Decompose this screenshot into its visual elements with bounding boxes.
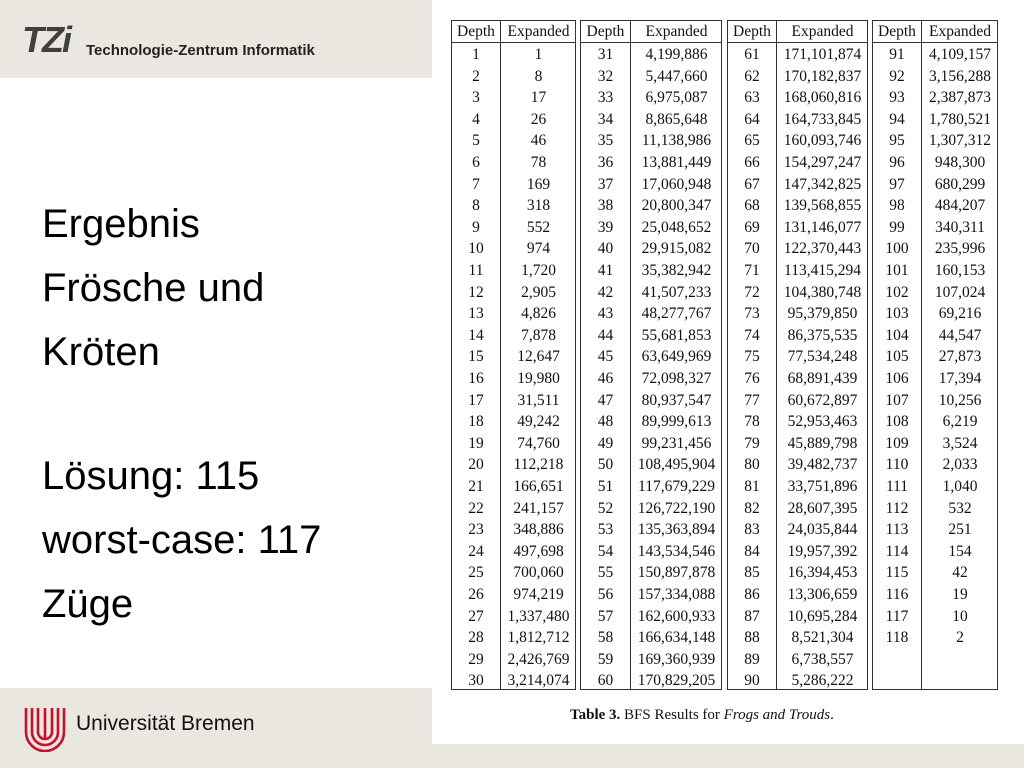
expanded-cell: 26 — [530, 110, 547, 128]
depth-cell: 5 — [472, 132, 480, 150]
expanded-cell: 2,905 — [521, 283, 556, 301]
depth-cell: 3 — [472, 89, 480, 107]
expanded-cell: 46 — [530, 132, 547, 150]
depth-cell: 108 — [885, 413, 909, 431]
expanded-cell: 235,996 — [934, 240, 986, 258]
depth-cell: 106 — [885, 370, 909, 387]
depth-cell: 40 — [597, 240, 614, 258]
expanded-cell: 318 — [526, 197, 551, 215]
expanded-cell: 1,812,712 — [507, 629, 570, 647]
expanded-cell: 8,865,648 — [645, 110, 708, 128]
depth-cell: 81 — [744, 478, 760, 495]
expanded-cell: 1,307,312 — [929, 132, 991, 150]
expanded-cell: 13,881,449 — [641, 154, 712, 171]
slide-line-3: Kröten — [42, 330, 160, 374]
depth-cell: 82 — [744, 499, 760, 517]
expanded-cell: 1,337,480 — [507, 607, 570, 625]
depth-cell: 12 — [468, 283, 484, 301]
expanded-cell: 28,607,395 — [787, 499, 858, 517]
depth-cell: 66 — [744, 154, 760, 171]
depth-cell: 7 — [472, 175, 480, 193]
expanded-cell: 17 — [530, 89, 547, 107]
depth-cell: 118 — [885, 629, 909, 647]
depth-cell: 14 — [468, 326, 484, 344]
depth-cell: 101 — [885, 262, 909, 279]
caption-label: Table 3. — [570, 707, 621, 723]
expanded-header: Expanded — [929, 23, 991, 40]
expanded-cell: 6,738,557 — [791, 650, 854, 668]
expanded-cell: 700,060 — [513, 564, 564, 582]
depth-cell: 94 — [889, 110, 905, 128]
depth-cell: 45 — [597, 348, 614, 366]
expanded-cell: 17,060,948 — [641, 175, 712, 193]
expanded-cell: 35,382,942 — [641, 262, 712, 279]
expanded-cell: 1,040 — [942, 478, 978, 495]
depth-cell: 8 — [472, 197, 480, 215]
expanded-cell: 154,297,247 — [783, 154, 862, 171]
expanded-cell: 113,415,294 — [784, 262, 861, 279]
expanded-cell: 3,156,288 — [929, 67, 991, 85]
expanded-cell: 3,524 — [942, 434, 978, 452]
depth-cell: 19 — [468, 434, 484, 452]
tzi-logo: TZi — [22, 19, 70, 60]
expanded-cell: 12,647 — [517, 348, 560, 366]
table-column-group — [872, 20, 998, 690]
table-caption — [570, 707, 834, 724]
depth-cell: 110 — [885, 456, 909, 474]
expanded-cell: 52,953,463 — [787, 413, 858, 431]
expanded-cell: 80,937,547 — [641, 391, 712, 409]
expanded-header: Expanded — [507, 23, 570, 40]
depth-cell: 18 — [468, 413, 484, 431]
expanded-cell: 39,482,737 — [787, 456, 858, 474]
institute-name: Technologie-Zentrum Informatik — [86, 42, 315, 59]
expanded-cell: 2,033 — [942, 456, 978, 474]
depth-cell: 111 — [885, 478, 909, 495]
depth-cell: 39 — [597, 218, 614, 236]
depth-cell: 92 — [889, 67, 905, 85]
expanded-cell: 63,649,969 — [641, 348, 712, 366]
depth-cell: 13 — [468, 305, 484, 323]
depth-cell: 117 — [885, 607, 909, 625]
depth-cell: 62 — [744, 67, 760, 85]
expanded-cell: 532 — [948, 499, 972, 517]
depth-cell: 95 — [889, 132, 905, 150]
depth-cell: 76 — [744, 370, 760, 387]
expanded-cell: 42 — [952, 564, 968, 582]
depth-cell: 58 — [597, 629, 614, 647]
moves-line: Züge — [42, 582, 134, 626]
depth-cell: 86 — [744, 586, 760, 603]
depth-cell: 23 — [468, 521, 484, 539]
expanded-cell: 4,109,157 — [929, 46, 991, 63]
depth-cell: 88 — [744, 629, 760, 647]
expanded-cell: 89,999,613 — [641, 413, 712, 431]
depth-cell: 73 — [744, 305, 760, 323]
expanded-cell: 13,306,659 — [787, 586, 858, 603]
depth-header: Depth — [586, 23, 625, 40]
depth-cell: 22 — [468, 499, 484, 517]
depth-cell: 77 — [744, 391, 760, 409]
depth-cell: 2 — [472, 67, 480, 85]
solution-line: Lösung: 115 — [42, 454, 260, 498]
expanded-cell: 72,098,327 — [641, 370, 712, 387]
expanded-cell: 68,891,439 — [787, 370, 858, 387]
depth-cell: 96 — [889, 154, 905, 171]
expanded-cell: 69,216 — [938, 305, 982, 323]
depth-cell: 56 — [597, 586, 614, 603]
depth-cell: 47 — [597, 391, 614, 409]
depth-cell: 113 — [885, 521, 909, 539]
expanded-cell: 44,547 — [938, 326, 982, 344]
depth-cell: 53 — [597, 521, 614, 539]
expanded-cell: 143,534,546 — [637, 542, 716, 560]
depth-cell: 65 — [744, 132, 760, 150]
expanded-cell: 6,219 — [942, 413, 978, 431]
depth-cell: 74 — [744, 326, 760, 344]
depth-cell: 68 — [744, 197, 760, 215]
expanded-cell: 33,751,896 — [787, 478, 858, 495]
depth-header: Depth — [733, 23, 771, 40]
depth-cell: 93 — [889, 89, 905, 107]
expanded-cell: 5,447,660 — [645, 67, 708, 85]
depth-cell: 99 — [889, 218, 905, 236]
expanded-cell: 169,360,939 — [637, 650, 716, 668]
depth-cell: 59 — [597, 650, 614, 668]
expanded-cell: 117,679,229 — [638, 478, 715, 495]
expanded-cell: 8,521,304 — [791, 629, 854, 647]
expanded-cell: 241,157 — [513, 499, 564, 517]
depth-header: Depth — [457, 23, 495, 40]
expanded-header: Expanded — [645, 23, 708, 40]
worst-case-line: worst-case: 117 — [42, 518, 322, 562]
depth-header: Depth — [878, 23, 916, 40]
caption-end: . — [830, 707, 834, 723]
depth-cell: 84 — [744, 542, 760, 560]
depth-cell: 36 — [597, 154, 614, 171]
depth-cell: 21 — [468, 478, 484, 495]
expanded-cell: 2,387,873 — [929, 89, 991, 107]
expanded-cell: 484,207 — [934, 197, 986, 215]
depth-cell: 52 — [597, 499, 614, 517]
expanded-cell: 74,760 — [517, 434, 560, 452]
depth-cell: 55 — [597, 564, 614, 582]
slide-line-2: Frösche und — [42, 266, 265, 310]
expanded-cell: 31,511 — [517, 391, 560, 409]
depth-cell: 102 — [885, 283, 909, 301]
depth-cell: 90 — [744, 672, 760, 690]
expanded-cell: 48,277,767 — [641, 305, 712, 323]
depth-cell: 37 — [597, 175, 614, 193]
expanded-cell: 45,889,798 — [787, 434, 858, 452]
depth-cell: 115 — [885, 564, 909, 582]
expanded-cell: 95,379,850 — [787, 305, 858, 323]
expanded-cell: 4,199,886 — [645, 46, 708, 63]
depth-cell: 38 — [597, 197, 614, 215]
expanded-cell: 41,507,233 — [641, 283, 712, 301]
caption-italic: Frogs and Trouds — [723, 707, 831, 723]
expanded-cell: 164,733,845 — [783, 110, 862, 128]
expanded-cell: 169 — [526, 175, 551, 193]
depth-cell: 25 — [468, 564, 484, 582]
expanded-cell: 6,975,087 — [645, 89, 708, 107]
expanded-cell: 104,380,748 — [783, 283, 862, 301]
expanded-cell: 131,146,077 — [783, 218, 862, 236]
depth-cell: 54 — [597, 542, 614, 560]
depth-cell: 60 — [597, 672, 614, 690]
depth-cell: 33 — [597, 89, 614, 107]
depth-cell: 11 — [468, 262, 484, 279]
expanded-cell: 29,915,082 — [641, 240, 712, 258]
expanded-cell: 497,698 — [513, 542, 564, 560]
depth-cell: 1 — [472, 46, 480, 63]
depth-cell: 44 — [597, 326, 614, 344]
depth-cell: 112 — [885, 499, 909, 517]
expanded-cell: 10,695,284 — [787, 607, 858, 625]
depth-cell: 116 — [885, 586, 909, 603]
expanded-cell: 55,681,853 — [641, 326, 712, 344]
expanded-cell: 150,897,878 — [637, 564, 716, 582]
expanded-cell: 8 — [534, 67, 543, 85]
depth-cell: 48 — [597, 413, 614, 431]
expanded-cell: 2,426,769 — [507, 650, 570, 668]
depth-cell: 72 — [744, 283, 760, 301]
depth-cell: 20 — [468, 456, 484, 474]
depth-cell: 49 — [597, 434, 614, 452]
depth-cell: 70 — [744, 240, 760, 258]
depth-cell: 16 — [468, 370, 484, 387]
expanded-cell: 11,138,986 — [641, 132, 712, 150]
expanded-cell: 4,826 — [521, 305, 556, 323]
depth-cell: 9 — [472, 218, 480, 236]
expanded-cell: 49,242 — [517, 413, 560, 431]
depth-cell: 97 — [889, 175, 905, 193]
caption-text: BFS Results for — [624, 707, 724, 723]
depth-cell: 51 — [597, 478, 614, 495]
depth-cell: 100 — [885, 240, 909, 258]
expanded-cell: 107,024 — [934, 283, 986, 301]
expanded-cell: 2 — [956, 629, 964, 647]
depth-cell: 30 — [468, 672, 484, 690]
expanded-cell: 77,534,248 — [787, 348, 858, 366]
depth-cell: 43 — [597, 305, 614, 323]
expanded-cell: 162,600,933 — [637, 607, 716, 625]
depth-cell: 32 — [597, 67, 614, 85]
expanded-cell: 166,634,148 — [637, 629, 716, 647]
expanded-cell: 108,495,904 — [637, 456, 716, 474]
depth-cell: 98 — [889, 197, 905, 215]
expanded-cell: 24,035,844 — [787, 521, 858, 539]
expanded-cell: 166,651 — [513, 478, 564, 495]
depth-cell: 107 — [885, 391, 909, 409]
expanded-cell: 1 — [534, 46, 543, 63]
depth-cell: 63 — [744, 89, 760, 107]
depth-cell: 109 — [885, 434, 909, 452]
expanded-cell: 552 — [526, 218, 551, 236]
expanded-cell: 78 — [530, 154, 547, 171]
expanded-cell: 17,394 — [938, 370, 982, 387]
expanded-cell: 974 — [526, 240, 551, 258]
slide-line-1: Ergebnis — [42, 202, 200, 246]
depth-cell: 87 — [744, 607, 760, 625]
expanded-cell: 3,214,074 — [507, 672, 570, 690]
depth-cell: 17 — [468, 391, 484, 409]
expanded-cell: 99,231,456 — [641, 434, 712, 452]
table-column-group — [580, 20, 722, 690]
depth-cell: 29 — [468, 650, 484, 668]
expanded-cell: 135,363,894 — [637, 521, 716, 539]
university-name: Universität Bremen — [76, 712, 255, 735]
depth-cell: 41 — [597, 262, 614, 279]
bottom-right-band — [432, 744, 1024, 768]
depth-cell: 26 — [468, 586, 484, 603]
depth-cell: 91 — [889, 46, 905, 63]
expanded-cell: 680,299 — [934, 175, 986, 193]
depth-cell: 31 — [597, 46, 614, 63]
expanded-cell: 10 — [952, 607, 968, 625]
expanded-cell: 20,800,347 — [641, 197, 712, 215]
depth-cell: 104 — [885, 326, 909, 344]
depth-cell: 75 — [744, 348, 760, 366]
depth-cell: 80 — [744, 456, 760, 474]
expanded-cell: 160,093,746 — [783, 132, 862, 150]
expanded-cell: 147,342,825 — [783, 175, 862, 193]
expanded-cell: 974,219 — [513, 586, 564, 603]
expanded-cell: 86,375,535 — [787, 326, 858, 344]
expanded-cell: 25,048,652 — [641, 218, 712, 236]
expanded-header: Expanded — [791, 23, 854, 40]
expanded-cell: 139,568,855 — [783, 197, 862, 215]
depth-cell: 103 — [885, 305, 909, 323]
expanded-cell: 170,829,205 — [637, 672, 716, 690]
depth-cell: 42 — [597, 283, 614, 301]
depth-cell: 4 — [472, 110, 480, 128]
depth-cell: 28 — [468, 629, 484, 647]
expanded-cell: 19 — [952, 586, 968, 603]
depth-cell: 64 — [744, 110, 760, 128]
depth-cell: 69 — [744, 218, 760, 236]
expanded-cell: 112,218 — [513, 456, 564, 474]
expanded-cell: 5,286,222 — [791, 672, 854, 690]
depth-cell: 85 — [744, 564, 760, 582]
expanded-cell: 154 — [948, 542, 972, 560]
depth-cell: 67 — [744, 175, 760, 193]
expanded-cell: 16,394,453 — [787, 564, 858, 582]
expanded-cell: 948,300 — [934, 154, 986, 171]
depth-cell: 78 — [744, 413, 760, 431]
table-column-group — [451, 20, 576, 690]
expanded-cell: 19,980 — [517, 370, 560, 387]
expanded-cell: 160,153 — [934, 262, 986, 279]
depth-cell: 71 — [744, 262, 760, 279]
depth-cell: 27 — [468, 607, 484, 625]
depth-cell: 61 — [744, 46, 760, 63]
expanded-cell: 348,886 — [513, 521, 564, 539]
expanded-cell: 170,182,837 — [783, 67, 862, 85]
depth-cell: 6 — [472, 154, 480, 171]
depth-cell: 105 — [885, 348, 909, 366]
expanded-cell: 340,311 — [935, 218, 985, 236]
expanded-cell: 157,334,088 — [637, 586, 716, 603]
expanded-cell: 1,780,521 — [929, 110, 991, 128]
expanded-cell: 19,957,392 — [787, 542, 858, 560]
expanded-cell: 10,256 — [938, 391, 982, 409]
depth-cell: 15 — [468, 348, 484, 366]
depth-cell: 79 — [744, 434, 760, 452]
depth-cell: 24 — [468, 542, 484, 560]
expanded-cell: 171,101,874 — [783, 46, 862, 63]
depth-cell: 83 — [744, 521, 760, 539]
depth-cell: 50 — [597, 456, 614, 474]
depth-cell: 34 — [597, 110, 614, 128]
depth-cell: 10 — [468, 240, 484, 258]
expanded-cell: 122,370,443 — [783, 240, 862, 258]
depth-cell: 114 — [885, 542, 909, 560]
depth-cell: 89 — [744, 650, 760, 668]
university-logo-icon — [22, 706, 68, 752]
expanded-cell: 168,060,816 — [783, 89, 862, 107]
depth-cell: 35 — [597, 132, 614, 150]
expanded-cell: 27,873 — [938, 348, 982, 366]
depth-cell: 46 — [597, 370, 614, 387]
depth-cell: 57 — [597, 607, 614, 625]
expanded-cell: 1,720 — [521, 262, 556, 279]
expanded-cell: 251 — [948, 521, 972, 539]
expanded-cell: 60,672,897 — [787, 391, 858, 409]
expanded-cell: 7,878 — [521, 326, 556, 344]
table-column-group — [727, 20, 868, 690]
expanded-cell: 126,722,190 — [637, 499, 716, 517]
